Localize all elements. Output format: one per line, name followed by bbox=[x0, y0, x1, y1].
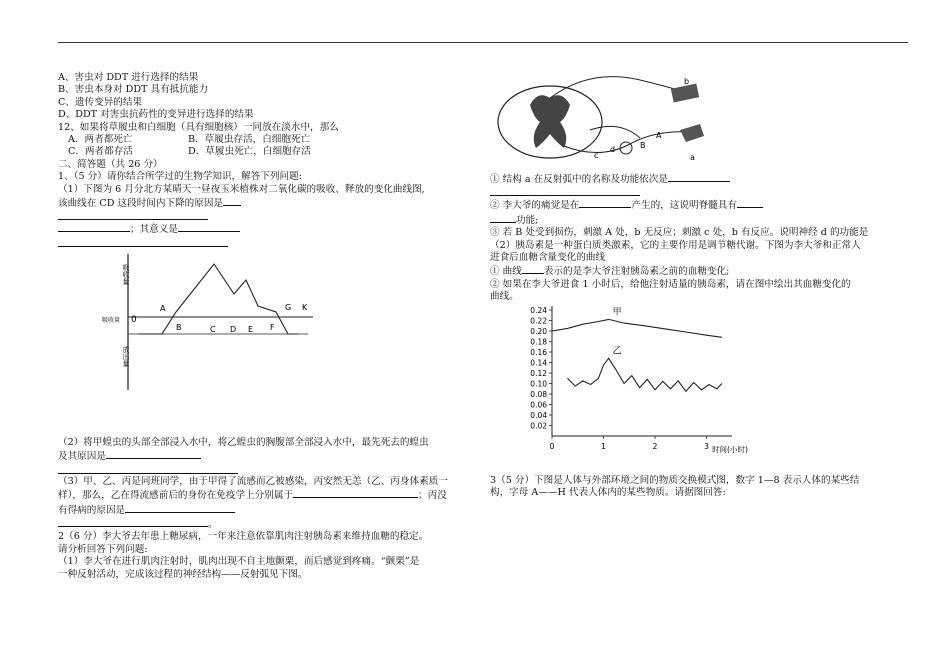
left-column bbox=[58, 72, 478, 249]
y-tick-label: 0.24 bbox=[530, 306, 547, 315]
point-c: C bbox=[210, 325, 216, 334]
r-q4-line2: 进食后血糖含量变化的曲线 bbox=[490, 252, 606, 264]
y-tick-label: 0.08 bbox=[530, 390, 547, 399]
answer-blank[interactable] bbox=[490, 186, 640, 196]
receptor-a bbox=[680, 124, 704, 142]
series-label: 乙 bbox=[612, 346, 622, 357]
q1-heading: 1、（5 分）请你结合所学过的生物学知识，解答下列问题: bbox=[58, 171, 302, 183]
left-column-lower bbox=[58, 437, 478, 581]
y-tick-label: 0.02 bbox=[530, 421, 547, 431]
section-2-heading: 二、简答题（共 26 分） bbox=[58, 158, 163, 170]
q3-line1: 3（5 分）下图是人体与外部环境之间的物质交换模式图，数字 1—8 表示人体的某些结 bbox=[490, 475, 860, 486]
label-d: d bbox=[610, 145, 616, 154]
q1-part1-line1: （1）下图为 6 月分北方某晴天一昼夜玉米植株对二氧化碳的吸收、释放的变化曲线图, bbox=[58, 183, 425, 195]
option-b: B、害虫本身对 DDT 具有抵抗能力 bbox=[58, 84, 209, 96]
q12-option-d: D．草履虫死亡，白细胞存活 bbox=[188, 146, 311, 158]
q2-heading: 2（6 分）李大爷去年患上糖尿病，一年来注意依靠肌肉注射胰岛素来维持血糖的稳定。 bbox=[58, 531, 429, 543]
co2-curve-figure bbox=[98, 250, 318, 400]
answer-blank[interactable] bbox=[58, 210, 208, 220]
series-label: 甲 bbox=[612, 307, 622, 318]
answer-blank[interactable] bbox=[58, 517, 208, 527]
zero-label: 0 bbox=[131, 315, 137, 325]
r-q2: ② 李大爷的痛觉是在 产生的，这说明脊髓具有 bbox=[490, 198, 915, 212]
y-tick-label: 0.04 bbox=[530, 411, 547, 420]
point-f: F bbox=[270, 323, 275, 332]
ylabel-bottom: 放出量 bbox=[122, 346, 130, 367]
option-d: D、DDT 对害虫抗药性的变异进行选择的结果 bbox=[58, 109, 254, 121]
label-c: c bbox=[594, 151, 599, 160]
right-column bbox=[490, 172, 915, 304]
q1-part3-line1: （3）甲、乙、丙是同班同学，由于甲得了流感而乙被感染，丙安然无恙（乙、丙身体素质一 bbox=[58, 475, 448, 487]
q2-part1-line1: （1）李大爷在进行肌肉注射时，肌肉出现不自主地颤栗，而后感觉到疼痛。“颤栗”是 bbox=[58, 556, 420, 568]
y-tick-label: 0.06 bbox=[530, 400, 547, 410]
r-q2-cont: 功能; bbox=[490, 213, 915, 227]
afferent-path bbox=[550, 77, 685, 98]
q3-line2: 构，字母 A——H 代表人体内的某些物质。请据图回答: bbox=[490, 487, 726, 499]
y-tick-label: 0.18 bbox=[530, 337, 547, 347]
answer-blank[interactable] bbox=[522, 264, 544, 274]
y-tick-label: 0.14 bbox=[530, 358, 547, 368]
answer-blank[interactable] bbox=[490, 213, 516, 223]
label-B: B bbox=[640, 141, 646, 150]
q1-part3-line3: 有得病的原因是 bbox=[58, 503, 478, 517]
y-tick-label: 0.16 bbox=[530, 348, 547, 357]
blank-line bbox=[58, 237, 478, 249]
y-tick-label: 0.12 bbox=[530, 369, 547, 378]
answer-blank[interactable] bbox=[737, 198, 763, 208]
answer-blank[interactable] bbox=[125, 503, 235, 513]
q12-option-c: C．两者都存活 bbox=[68, 146, 133, 158]
answer-blank[interactable] bbox=[106, 449, 201, 459]
point-a: A bbox=[160, 304, 166, 313]
q12-row2 bbox=[58, 146, 478, 158]
blank-line bbox=[490, 186, 915, 198]
y-tick-label: 0.20 bbox=[530, 327, 547, 336]
answer-blank[interactable] bbox=[223, 196, 241, 206]
q12-row1 bbox=[58, 134, 478, 146]
gray-matter bbox=[530, 95, 570, 148]
x-axis-label: 时间(小时) bbox=[712, 445, 748, 454]
r-q6-line1: ② 如果在李大爷进食 1 小时后，给他注射适量的胰岛素，请在图中绘出其血糖变化的 bbox=[490, 278, 851, 290]
q1-part1-line2: 该曲线在 CD 这段时间内下降的原因是 bbox=[58, 196, 478, 210]
x-tick-label: 1 bbox=[601, 442, 606, 451]
glucose-chart bbox=[520, 300, 770, 460]
chart-series bbox=[552, 306, 722, 391]
chart-ticks bbox=[530, 306, 748, 454]
blank-line bbox=[58, 464, 478, 476]
q1-part2-line2: 及其原因是 bbox=[58, 449, 478, 463]
y-tick-label: 0.22 bbox=[530, 316, 547, 326]
reflex-arc-figure bbox=[490, 50, 720, 168]
blank-line bbox=[58, 210, 478, 222]
series-line-yi bbox=[568, 358, 723, 391]
answer-blank[interactable] bbox=[293, 488, 418, 498]
q1-part3-line2: 样），那么，乙在得流感前后的身份在免疫学上分别属于 ；丙没 bbox=[58, 490, 447, 502]
r-q5: ① 曲线 表示的是李大爷注射胰岛素之前的血糖变化; bbox=[490, 266, 730, 278]
y-tick-label: 0.10 bbox=[530, 379, 547, 389]
right-column-lower bbox=[490, 475, 915, 500]
option-c: C、遗传变异的结果 bbox=[58, 96, 143, 108]
x-tick-label: 3 bbox=[704, 442, 709, 451]
x-tick-label: 0 bbox=[549, 442, 555, 451]
question-12: 12、如果将草履虫和白细胞（具有细胞核）一同放在淡水中，那么 bbox=[58, 121, 339, 133]
q2-part1-line2: 一种反射活动，完成该过程的神经结构——反射弧见下图。 bbox=[58, 568, 308, 580]
zero-side-label: 吸收量 bbox=[102, 317, 121, 324]
header-rule bbox=[58, 42, 908, 43]
x-tick-label: 2 bbox=[652, 442, 658, 451]
q12-option-b: B．草履虫存活，白细胞死亡 bbox=[188, 134, 311, 146]
blank-line: 。 bbox=[58, 517, 478, 531]
r-q3: ③ 若 B 处受到损伤，刺激 A 处，b 无反应；刺激 c 处，b 有反应。说明神经 d 的功能是 bbox=[490, 227, 869, 239]
answer-blank[interactable] bbox=[178, 222, 240, 232]
point-g: G bbox=[285, 303, 292, 312]
point-b: B bbox=[176, 323, 182, 332]
answer-blank[interactable] bbox=[58, 222, 130, 232]
option-a: A、害虫对 DDT 进行选择的结果 bbox=[58, 72, 199, 83]
answer-blank[interactable] bbox=[58, 464, 238, 474]
point-d: D bbox=[230, 325, 237, 334]
label-a: a bbox=[690, 153, 695, 162]
r-q6-line2: 曲线。 bbox=[490, 291, 519, 303]
label-b: b bbox=[684, 77, 690, 86]
effector-b bbox=[671, 83, 699, 102]
q12-option-a: A．两者都死亡 bbox=[68, 134, 133, 146]
series-line-jia bbox=[552, 319, 722, 337]
point-e: E bbox=[248, 325, 254, 334]
r-q1: ① 结构 a 在反射弧中的名称及功能依次是 bbox=[490, 172, 915, 186]
q2-subheading: 请分析回答下列问题: bbox=[58, 543, 148, 555]
point-k: K bbox=[302, 303, 308, 312]
answer-blank[interactable] bbox=[579, 198, 631, 208]
answer-blank[interactable] bbox=[668, 172, 730, 182]
ylabel-top: 吸收量 bbox=[122, 264, 130, 285]
q1-part2-line1: （2）将甲蝗虫的头部全部浸入水中，将乙蝗虫的胸腹部全部浸入水中，最先死去的蝗虫 bbox=[58, 437, 429, 448]
r-q4-line1: （2）胰岛素是一种蛋白质类激素，它的主要作用是调节糖代谢。下图为李大爷和正常人 bbox=[490, 239, 861, 251]
q1-part1-line3: ；其意义是 bbox=[58, 222, 478, 236]
label-A: A bbox=[656, 131, 662, 140]
answer-blank[interactable] bbox=[58, 237, 228, 247]
